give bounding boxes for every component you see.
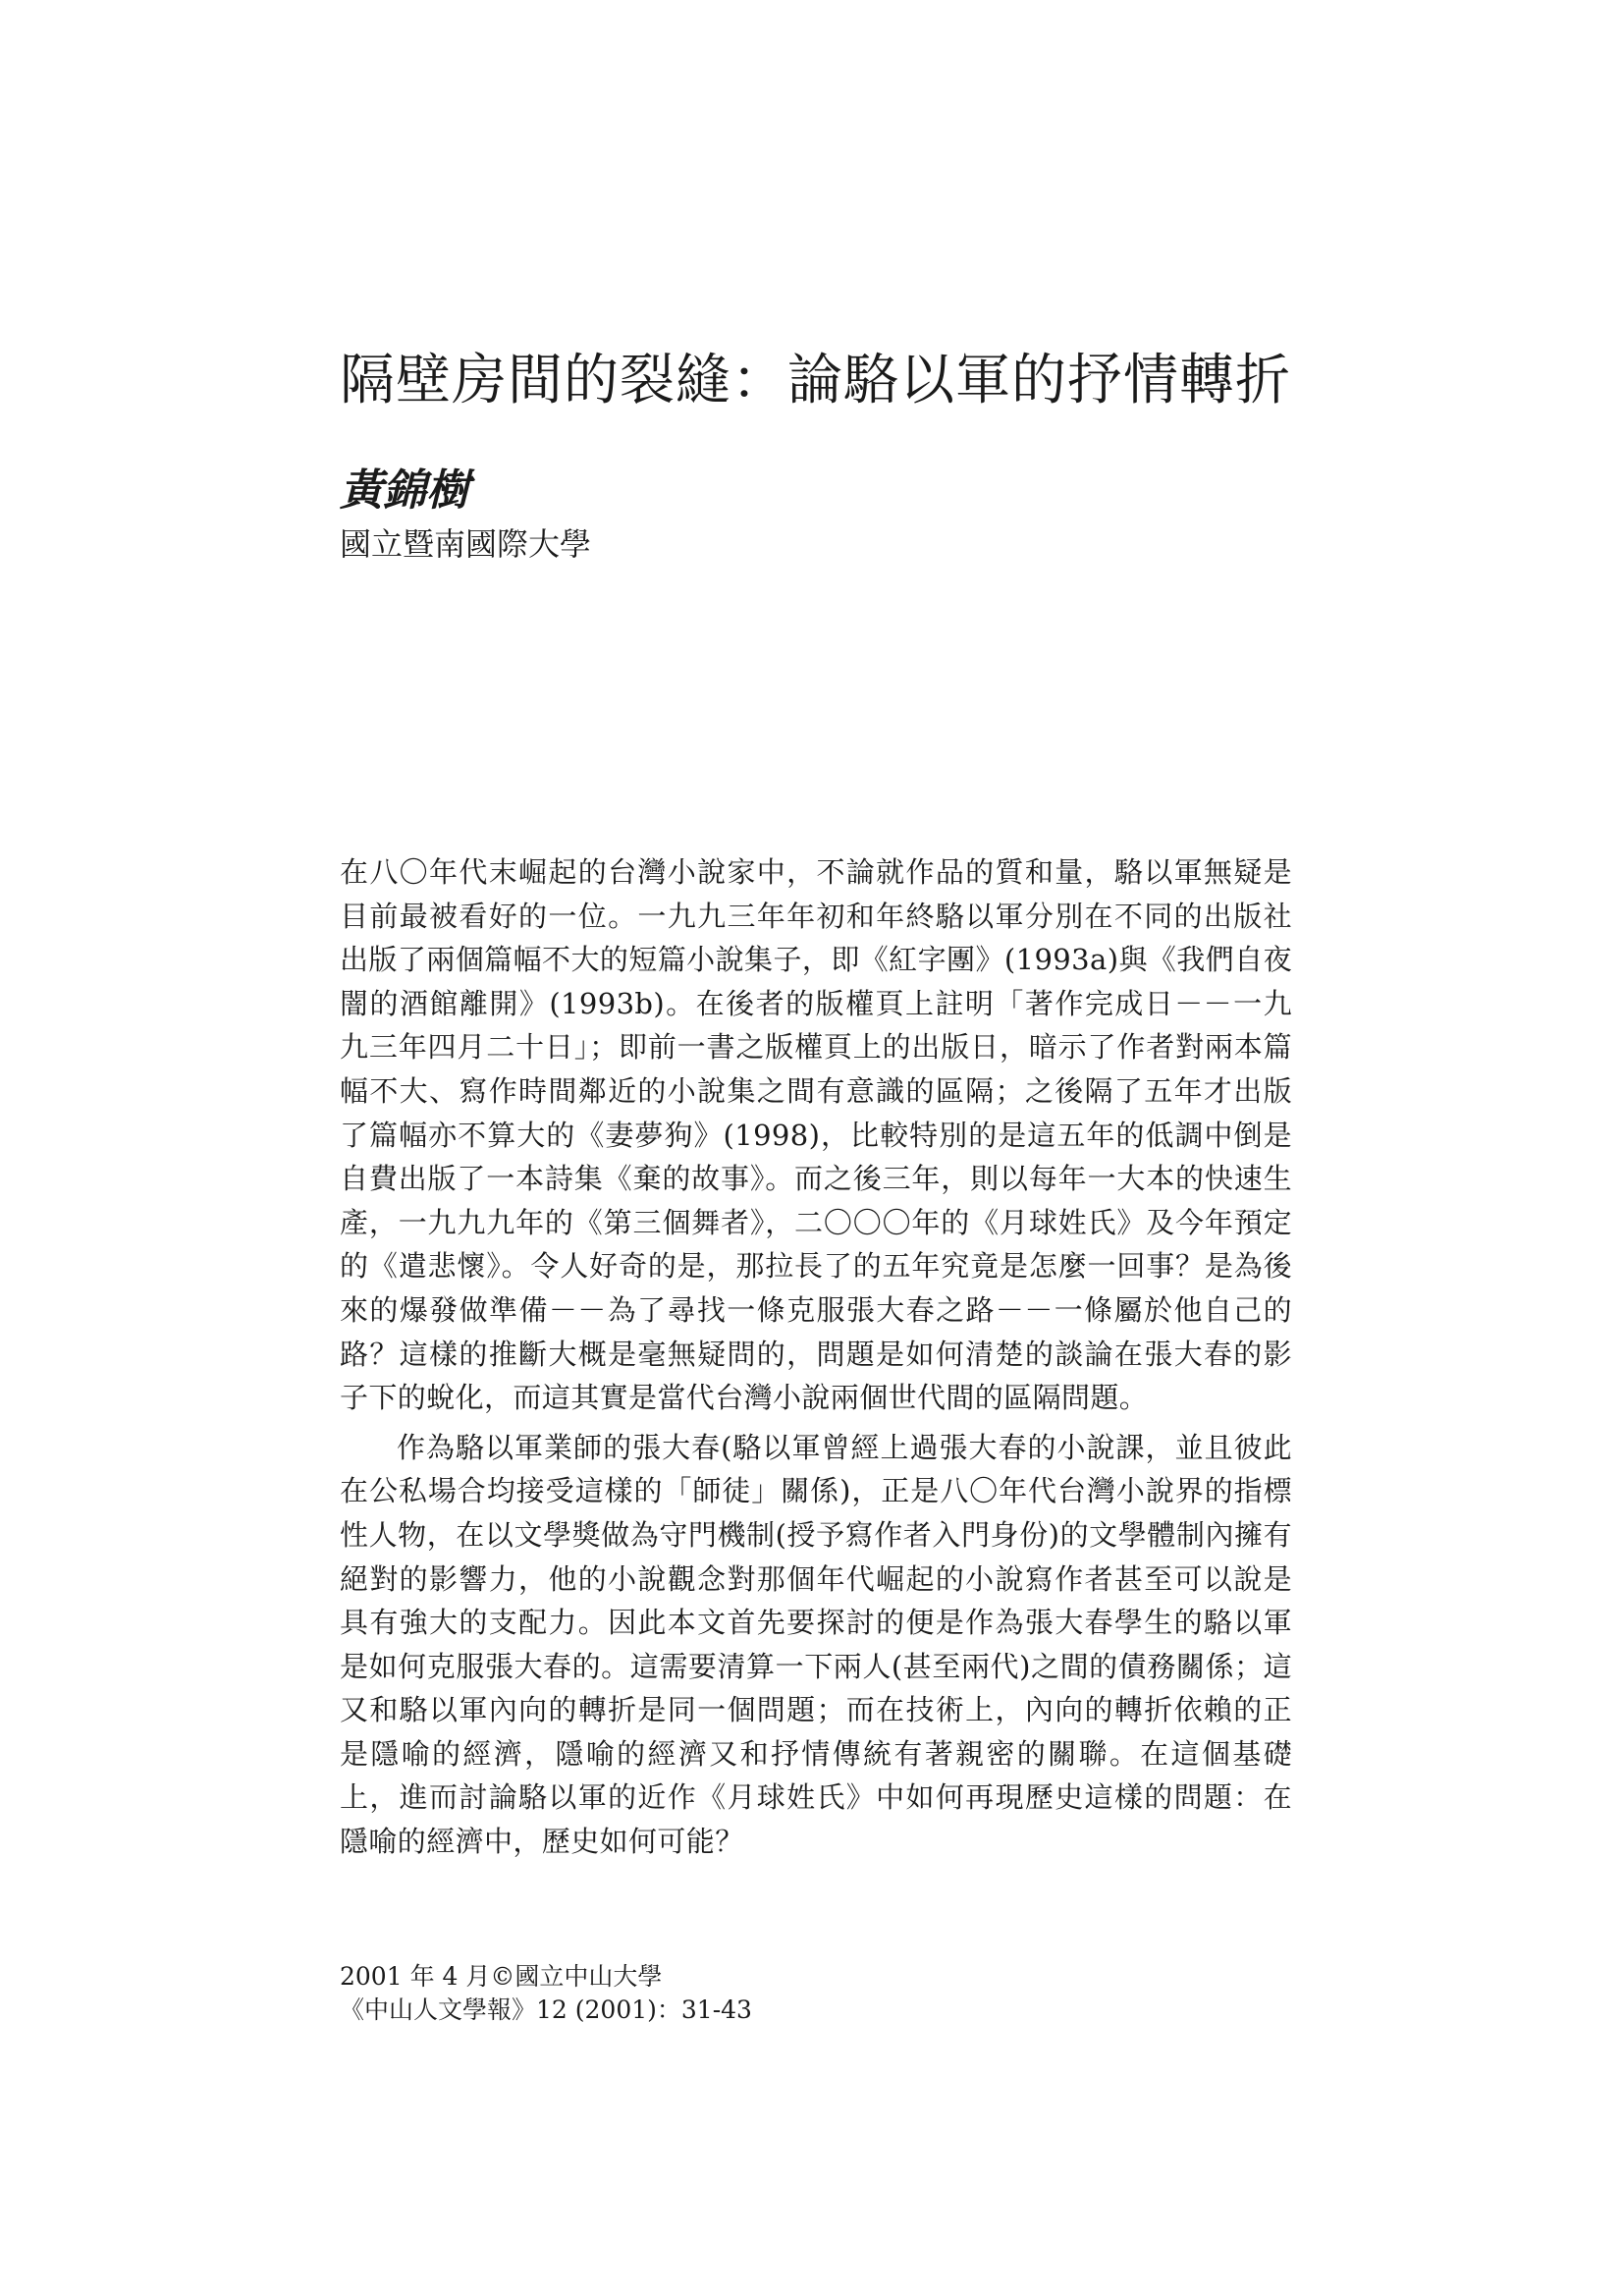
paper-title: 隔壁房間的裂縫：論駱以軍的抒情轉折	[340, 349, 1291, 412]
publication-footer	[340, 1960, 752, 2027]
author-name: 黃錦樹	[340, 465, 469, 516]
author-affiliation: 國立暨南國際大學	[340, 525, 592, 563]
body-text	[340, 850, 1292, 1864]
journal-citation: 《中山人文學報》12 (2001)：31-43	[340, 1995, 752, 2024]
paragraph-1: 在八〇年代末崛起的台灣小說家中，不論就作品的質和量，駱以軍無疑是目前最被看好的一位。一九九三年年初和年終駱以軍分別在不同的出版社出版了兩個篇幅不大的短篇小說集子，即《紅字團》(1993a)與《我們自夜闇的酒館離開》(1993b)。在後者的版權頁上註明「著作完成日－－一九九三年四月二十日」；即前一書之版權頁上的出版日，暗示了作者對兩本篇幅不大、寫作時間鄰近的小說集之間有意識的區隔；之後隔了五年才出版了篇幅亦不算大的《妻夢狗》(1998)，比較特別的是這五年的低調中倒是自費出版了一本詩集《棄的故事》。而之後三年，則以每年一大本的快速生產，一九九九年的《第三個舞者》，二〇〇〇年的《月球姓氏》及今年預定的《遣悲懷》。令人好奇的是，那拉長了的五年究竟是怎麼一回事？是為後來的爆發做準備－－為了尋找一條克服張大春之路－－一條屬於他自己的路？這樣的推斷大概是毫無疑問的，問題是如何清楚的談論在張大春的影子下的蛻化，而這其實是當代台灣小說兩個世代間的區隔問題。	[340, 855, 1292, 1415]
copyright-line: 2001 年 4 月©國立中山大學	[340, 1962, 663, 1991]
paragraph-2: 作為駱以軍業師的張大春(駱以軍曾經上過張大春的小說課，並且彼此在公私場合均接受這樣的「師徒」關係)，正是八〇年代台灣小說界的指標性人物，在以文學獎做為守門機制(授予寫作者入門身份)的文學體制內擁有絕對的影響力，他的小說觀念對那個年代崛起的小說寫作者甚至可以說是具有強大的支配力。因此本文首先要探討的便是作為張大春學生的駱以軍是如何克服張大春的。這需要清算一下兩人(甚至兩代)之間的債務關係；這又和駱以軍內向的轉折是同一個問題；而在技術上，內向的轉折依賴的正是隱喻的經濟，隱喻的經濟又和抒情傳統有著親密的關聯。在這個基礎上，進而討論駱以軍的近作《月球姓氏》中如何再現歷史這樣的問題：在隱喻的經濟中，歷史如何可能？	[340, 1430, 1292, 1859]
